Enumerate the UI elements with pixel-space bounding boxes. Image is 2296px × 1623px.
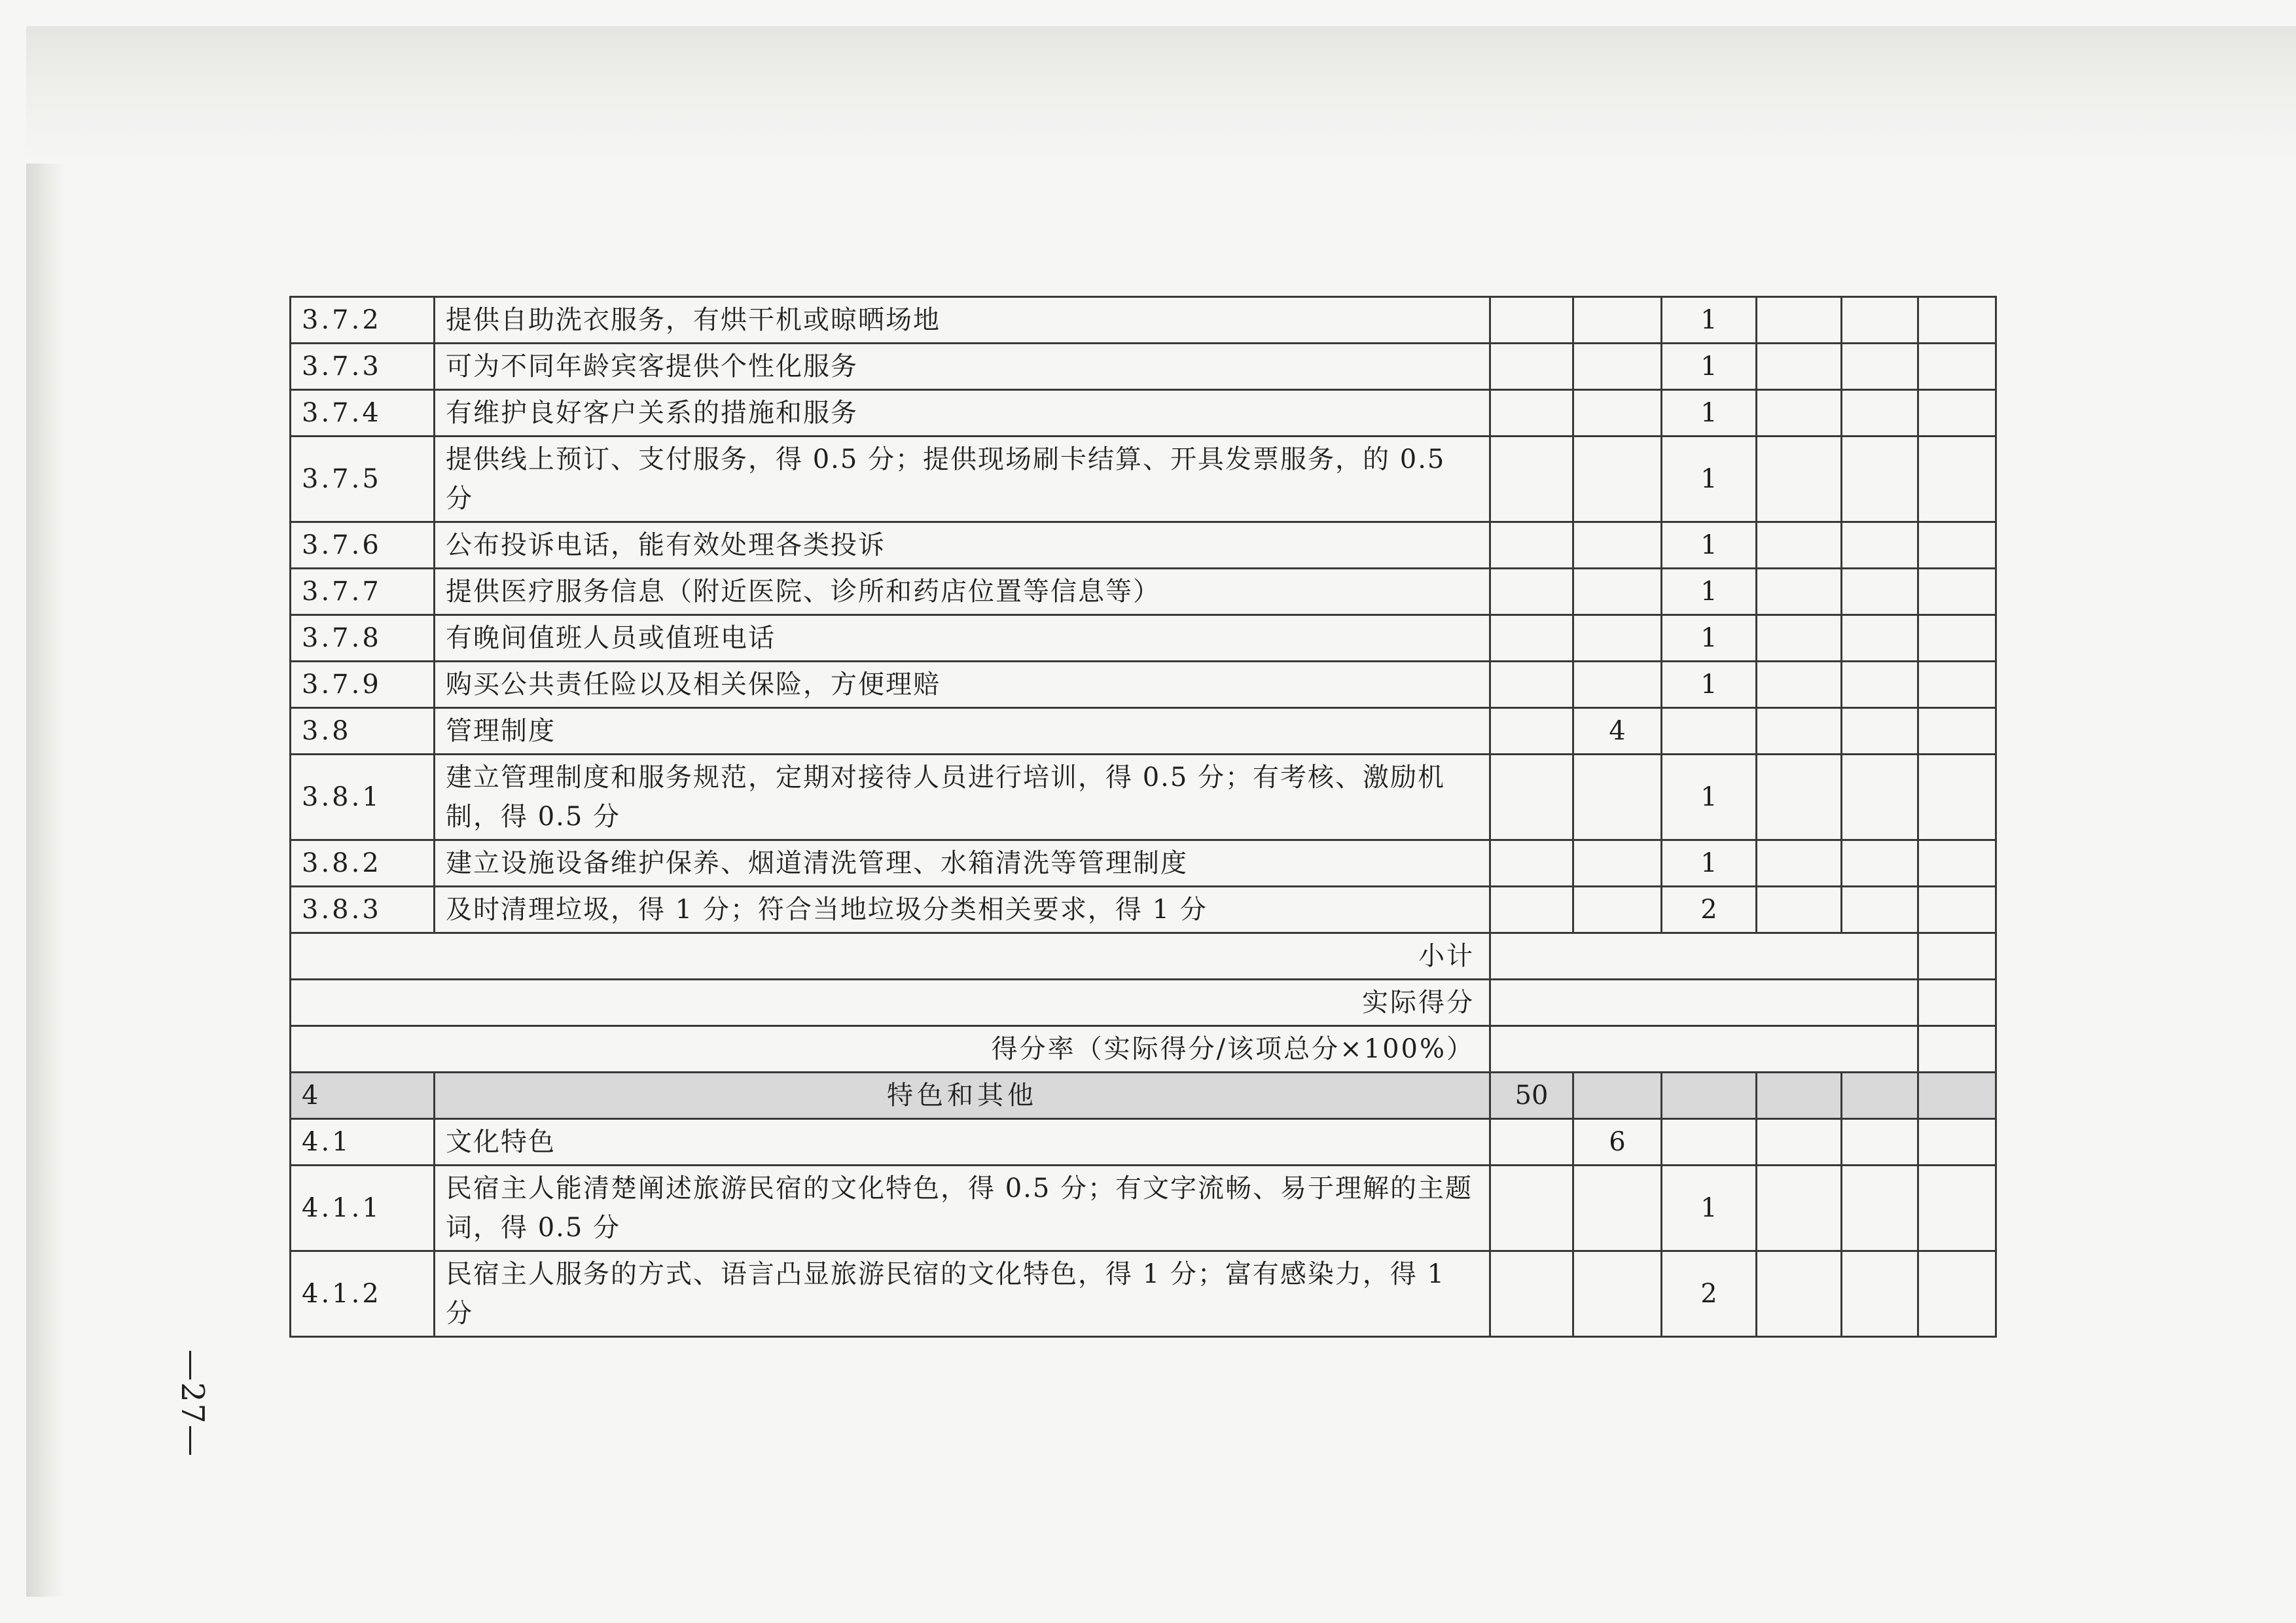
score-col-6 xyxy=(1918,522,1996,569)
item-description: 购买公共责任险以及相关保险，方便理赔 xyxy=(435,662,1490,708)
score-col-1 xyxy=(1490,569,1573,615)
score-col-3: 1 xyxy=(1662,297,1757,344)
score-col-4 xyxy=(1757,1166,1842,1251)
score-rate-extra xyxy=(1918,1026,1996,1073)
score-col-1 xyxy=(1490,1119,1573,1166)
score-col-4 xyxy=(1757,297,1842,344)
score-col-5 xyxy=(1842,1166,1918,1251)
score-col-6 xyxy=(1918,887,1996,933)
item-description: 有维护良好客户关系的措施和服务 xyxy=(435,390,1490,437)
item-description: 民宿主人服务的方式、语言凸显旅游民宿的文化特色，得 1 分；富有感染力，得 1 分 xyxy=(435,1251,1490,1337)
score-col-5 xyxy=(1842,569,1918,615)
score-rate-value xyxy=(1490,1026,1918,1073)
table-row xyxy=(291,755,1996,840)
score-col-4 xyxy=(1757,615,1842,662)
section-header-row xyxy=(291,1073,1996,1119)
score-col-5 xyxy=(1842,437,1918,522)
score-col-3 xyxy=(1662,1119,1757,1166)
subtotal-value xyxy=(1490,933,1918,980)
item-code: 3.8.3 xyxy=(291,887,435,933)
table-row xyxy=(291,840,1996,887)
score-col-4 xyxy=(1757,1073,1842,1119)
item-code: 4.1 xyxy=(291,1119,435,1166)
score-col-2 xyxy=(1573,297,1662,344)
score-col-3: 1 xyxy=(1662,840,1757,887)
item-description: 提供线上预订、支付服务，得 0.5 分；提供现场刷卡结算、开具发票服务，的 0.5 分 xyxy=(435,437,1490,522)
score-col-6 xyxy=(1918,1251,1996,1337)
table-row xyxy=(291,887,1996,933)
item-code: 3.7.8 xyxy=(291,615,435,662)
actual-score-value xyxy=(1490,980,1918,1026)
score-col-5 xyxy=(1842,297,1918,344)
score-col-3 xyxy=(1662,1073,1757,1119)
score-col-2: 6 xyxy=(1573,1119,1662,1166)
score-col-5 xyxy=(1842,840,1918,887)
score-col-2 xyxy=(1573,1073,1662,1119)
score-col-3: 1 xyxy=(1662,522,1757,569)
score-col-6 xyxy=(1918,1119,1996,1166)
table-row xyxy=(291,662,1996,708)
actual-score-label: 实际得分 xyxy=(291,980,1490,1026)
score-col-1 xyxy=(1490,437,1573,522)
item-code: 3.7.2 xyxy=(291,297,435,344)
score-col-6 xyxy=(1918,437,1996,522)
score-rate-row xyxy=(291,1026,1996,1073)
table-row xyxy=(291,569,1996,615)
score-col-4 xyxy=(1757,1119,1842,1166)
score-col-6 xyxy=(1918,840,1996,887)
item-description: 有晚间值班人员或值班电话 xyxy=(435,615,1490,662)
score-col-4 xyxy=(1757,755,1842,840)
score-col-1 xyxy=(1490,662,1573,708)
score-col-6 xyxy=(1918,662,1996,708)
score-col-1 xyxy=(1490,390,1573,437)
score-col-2 xyxy=(1573,437,1662,522)
score-col-6 xyxy=(1918,1073,1996,1119)
score-col-4 xyxy=(1757,840,1842,887)
score-col-6 xyxy=(1918,297,1996,344)
subtotal-label: 小计 xyxy=(291,933,1490,980)
score-col-2 xyxy=(1573,662,1662,708)
item-description: 公布投诉电话，能有效处理各类投诉 xyxy=(435,522,1490,569)
score-col-3: 2 xyxy=(1662,887,1757,933)
score-rate-label: 得分率（实际得分/该项总分×100%） xyxy=(291,1026,1490,1073)
score-col-1 xyxy=(1490,755,1573,840)
score-col-2 xyxy=(1573,1166,1662,1251)
actual-score-extra xyxy=(1918,980,1996,1026)
score-col-5 xyxy=(1842,522,1918,569)
scan-edge-shadow xyxy=(26,26,65,1597)
score-col-1 xyxy=(1490,1166,1573,1251)
score-col-4 xyxy=(1757,662,1842,708)
score-col-5 xyxy=(1842,708,1918,755)
section-code: 4 xyxy=(291,1073,435,1119)
score-col-5 xyxy=(1842,755,1918,840)
score-col-4 xyxy=(1757,569,1842,615)
score-col-2 xyxy=(1573,840,1662,887)
item-code: 3.7.6 xyxy=(291,522,435,569)
item-description: 文化特色 xyxy=(435,1119,1490,1166)
score-col-6 xyxy=(1918,755,1996,840)
score-col-3: 1 xyxy=(1662,615,1757,662)
table-row xyxy=(291,297,1996,344)
score-col-4 xyxy=(1757,522,1842,569)
score-col-2 xyxy=(1573,615,1662,662)
score-col-1 xyxy=(1490,522,1573,569)
score-col-5 xyxy=(1842,390,1918,437)
score-col-6 xyxy=(1918,615,1996,662)
actual-score-row xyxy=(291,980,1996,1026)
score-col-6 xyxy=(1918,1166,1996,1251)
score-col-1 xyxy=(1490,887,1573,933)
score-col-2 xyxy=(1573,755,1662,840)
score-col-2 xyxy=(1573,344,1662,390)
score-col-6 xyxy=(1918,390,1996,437)
item-code: 3.8 xyxy=(291,708,435,755)
score-col-1 xyxy=(1490,708,1573,755)
score-col-5 xyxy=(1842,1073,1918,1119)
item-code: 3.7.4 xyxy=(291,390,435,437)
table-row xyxy=(291,1166,1996,1251)
score-col-2 xyxy=(1573,522,1662,569)
score-col-5 xyxy=(1842,344,1918,390)
score-col-2 xyxy=(1573,887,1662,933)
item-code: 4.1.1 xyxy=(291,1166,435,1251)
item-description: 建立管理制度和服务规范，定期对接待人员进行培训，得 0.5 分；有考核、激励机制，得 0.5 分 xyxy=(435,755,1490,840)
item-description: 建立设施设备维护保养、烟道清洗管理、水箱清洗等管理制度 xyxy=(435,840,1490,887)
table-row xyxy=(291,390,1996,437)
score-col-2 xyxy=(1573,390,1662,437)
score-col-5 xyxy=(1842,887,1918,933)
score-col-1 xyxy=(1490,344,1573,390)
score-col-6 xyxy=(1918,569,1996,615)
score-col-6 xyxy=(1918,708,1996,755)
score-col-2 xyxy=(1573,1251,1662,1337)
table-row xyxy=(291,344,1996,390)
score-col-4 xyxy=(1757,1251,1842,1337)
subtotal-row xyxy=(291,933,1996,980)
score-col-3: 1 xyxy=(1662,1166,1757,1251)
score-col-3: 1 xyxy=(1662,569,1757,615)
score-col-4 xyxy=(1757,887,1842,933)
table-row xyxy=(291,522,1996,569)
score-col-5 xyxy=(1842,1251,1918,1337)
scoring-table xyxy=(289,296,1997,1338)
item-description: 管理制度 xyxy=(435,708,1490,755)
page-number: —27— xyxy=(174,1349,211,1458)
score-col-1 xyxy=(1490,297,1573,344)
score-col-3: 1 xyxy=(1662,344,1757,390)
scan-top-shadow xyxy=(26,26,2296,164)
score-col-4 xyxy=(1757,708,1842,755)
subtotal-extra xyxy=(1918,933,1996,980)
table-row xyxy=(291,1119,1996,1166)
score-col-5 xyxy=(1842,662,1918,708)
item-description: 民宿主人能清楚阐述旅游民宿的文化特色，得 0.5 分；有文字流畅、易于理解的主题词，得 0.5 分 xyxy=(435,1166,1490,1251)
item-code: 3.7.3 xyxy=(291,344,435,390)
table-row xyxy=(291,1251,1996,1337)
item-code: 3.7.7 xyxy=(291,569,435,615)
score-col-2 xyxy=(1573,569,1662,615)
table-row xyxy=(291,708,1996,755)
section-title: 特色和其他 xyxy=(435,1073,1490,1119)
item-code: 3.8.2 xyxy=(291,840,435,887)
score-col-1 xyxy=(1490,840,1573,887)
item-code: 3.7.5 xyxy=(291,437,435,522)
score-col-5 xyxy=(1842,615,1918,662)
table-row xyxy=(291,437,1996,522)
score-col-4 xyxy=(1757,437,1842,522)
score-col-3 xyxy=(1662,708,1757,755)
score-col-3: 1 xyxy=(1662,662,1757,708)
score-col-3: 2 xyxy=(1662,1251,1757,1337)
score-col-2: 4 xyxy=(1573,708,1662,755)
item-code: 4.1.2 xyxy=(291,1251,435,1337)
score-col-3: 1 xyxy=(1662,437,1757,522)
score-col-6 xyxy=(1918,344,1996,390)
item-description: 提供自助洗衣服务，有烘干机或晾晒场地 xyxy=(435,297,1490,344)
score-col-4 xyxy=(1757,390,1842,437)
score-col-3: 1 xyxy=(1662,390,1757,437)
item-description: 可为不同年龄宾客提供个性化服务 xyxy=(435,344,1490,390)
table-row xyxy=(291,615,1996,662)
item-description: 提供医疗服务信息（附近医院、诊所和药店位置等信息等） xyxy=(435,569,1490,615)
score-col-1 xyxy=(1490,615,1573,662)
score-col-4 xyxy=(1757,344,1842,390)
item-description: 及时清理垃圾，得 1 分；符合当地垃圾分类相关要求，得 1 分 xyxy=(435,887,1490,933)
item-code: 3.7.9 xyxy=(291,662,435,708)
score-col-3: 1 xyxy=(1662,755,1757,840)
score-col-5 xyxy=(1842,1119,1918,1166)
item-code: 3.8.1 xyxy=(291,755,435,840)
score-col-1 xyxy=(1490,1251,1573,1337)
section-total-score: 50 xyxy=(1490,1073,1573,1119)
